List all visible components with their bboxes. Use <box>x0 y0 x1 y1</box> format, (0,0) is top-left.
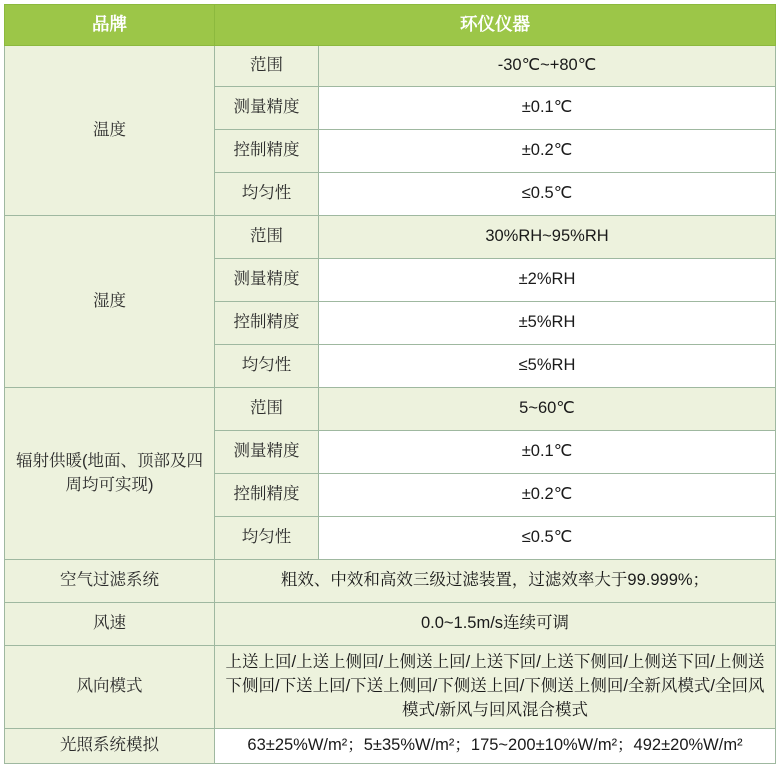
row-label: 范围 <box>215 46 319 87</box>
row-value: ±0.1℃ <box>319 431 776 474</box>
table-row <box>5 388 776 431</box>
table-row <box>5 646 776 729</box>
table-row <box>5 216 776 259</box>
specification-table <box>4 4 776 764</box>
table-row <box>5 46 776 87</box>
row-value: 0.0~1.5m/s连续可调 <box>215 603 776 646</box>
row-label-light-simulation: 光照系统模拟 <box>5 728 215 763</box>
row-value: 粗效、中效和高效三级过滤装置，过滤效率大于99.999%； <box>215 560 776 603</box>
row-label: 测量精度 <box>215 259 319 302</box>
row-label-airflow-mode: 风向模式 <box>5 646 215 729</box>
header-brand-label: 品牌 <box>5 5 215 46</box>
row-value: ≤5%RH <box>319 345 776 388</box>
row-value: ±0.2℃ <box>319 474 776 517</box>
row-value: ±0.1℃ <box>319 87 776 130</box>
row-label: 测量精度 <box>215 87 319 130</box>
row-label-air-speed: 风速 <box>5 603 215 646</box>
row-value: ≤0.5℃ <box>319 173 776 216</box>
row-value: 63±25%W/m²；5±35%W/m²；175~200±10%W/m²；492±20%W/m² <box>215 728 776 763</box>
section-label-radiant-heating: 辐射供暖(地面、顶部及四周均可实现) <box>5 388 215 560</box>
row-label: 均匀性 <box>215 345 319 388</box>
row-value: ≤0.5℃ <box>319 517 776 560</box>
row-value: 5~60℃ <box>319 388 776 431</box>
table-row <box>5 728 776 763</box>
row-label: 均匀性 <box>215 517 319 560</box>
row-value: ±0.2℃ <box>319 130 776 173</box>
row-label: 均匀性 <box>215 173 319 216</box>
row-label: 控制精度 <box>215 302 319 345</box>
row-value: ±5%RH <box>319 302 776 345</box>
row-label: 范围 <box>215 216 319 259</box>
row-label: 控制精度 <box>215 474 319 517</box>
table-row <box>5 560 776 603</box>
row-value: 上送上回/上送上侧回/上侧送上回/上送下回/上送下侧回/上侧送下回/上侧送下侧回/下送上回/下送上侧回/下侧送上回/下侧送上侧回/全新风模式/全回风模式/新风与回风混合模式 <box>215 646 776 729</box>
row-value: 30%RH~95%RH <box>319 216 776 259</box>
row-value: -30℃~+80℃ <box>319 46 776 87</box>
header-brand-value: 环仪仪器 <box>215 5 776 46</box>
table-header-row <box>5 5 776 46</box>
row-label: 控制精度 <box>215 130 319 173</box>
row-label: 测量精度 <box>215 431 319 474</box>
row-label-air-filtration: 空气过滤系统 <box>5 560 215 603</box>
table-row <box>5 603 776 646</box>
row-label: 范围 <box>215 388 319 431</box>
section-label-humidity: 湿度 <box>5 216 215 388</box>
section-label-temperature: 温度 <box>5 46 215 216</box>
row-value: ±2%RH <box>319 259 776 302</box>
